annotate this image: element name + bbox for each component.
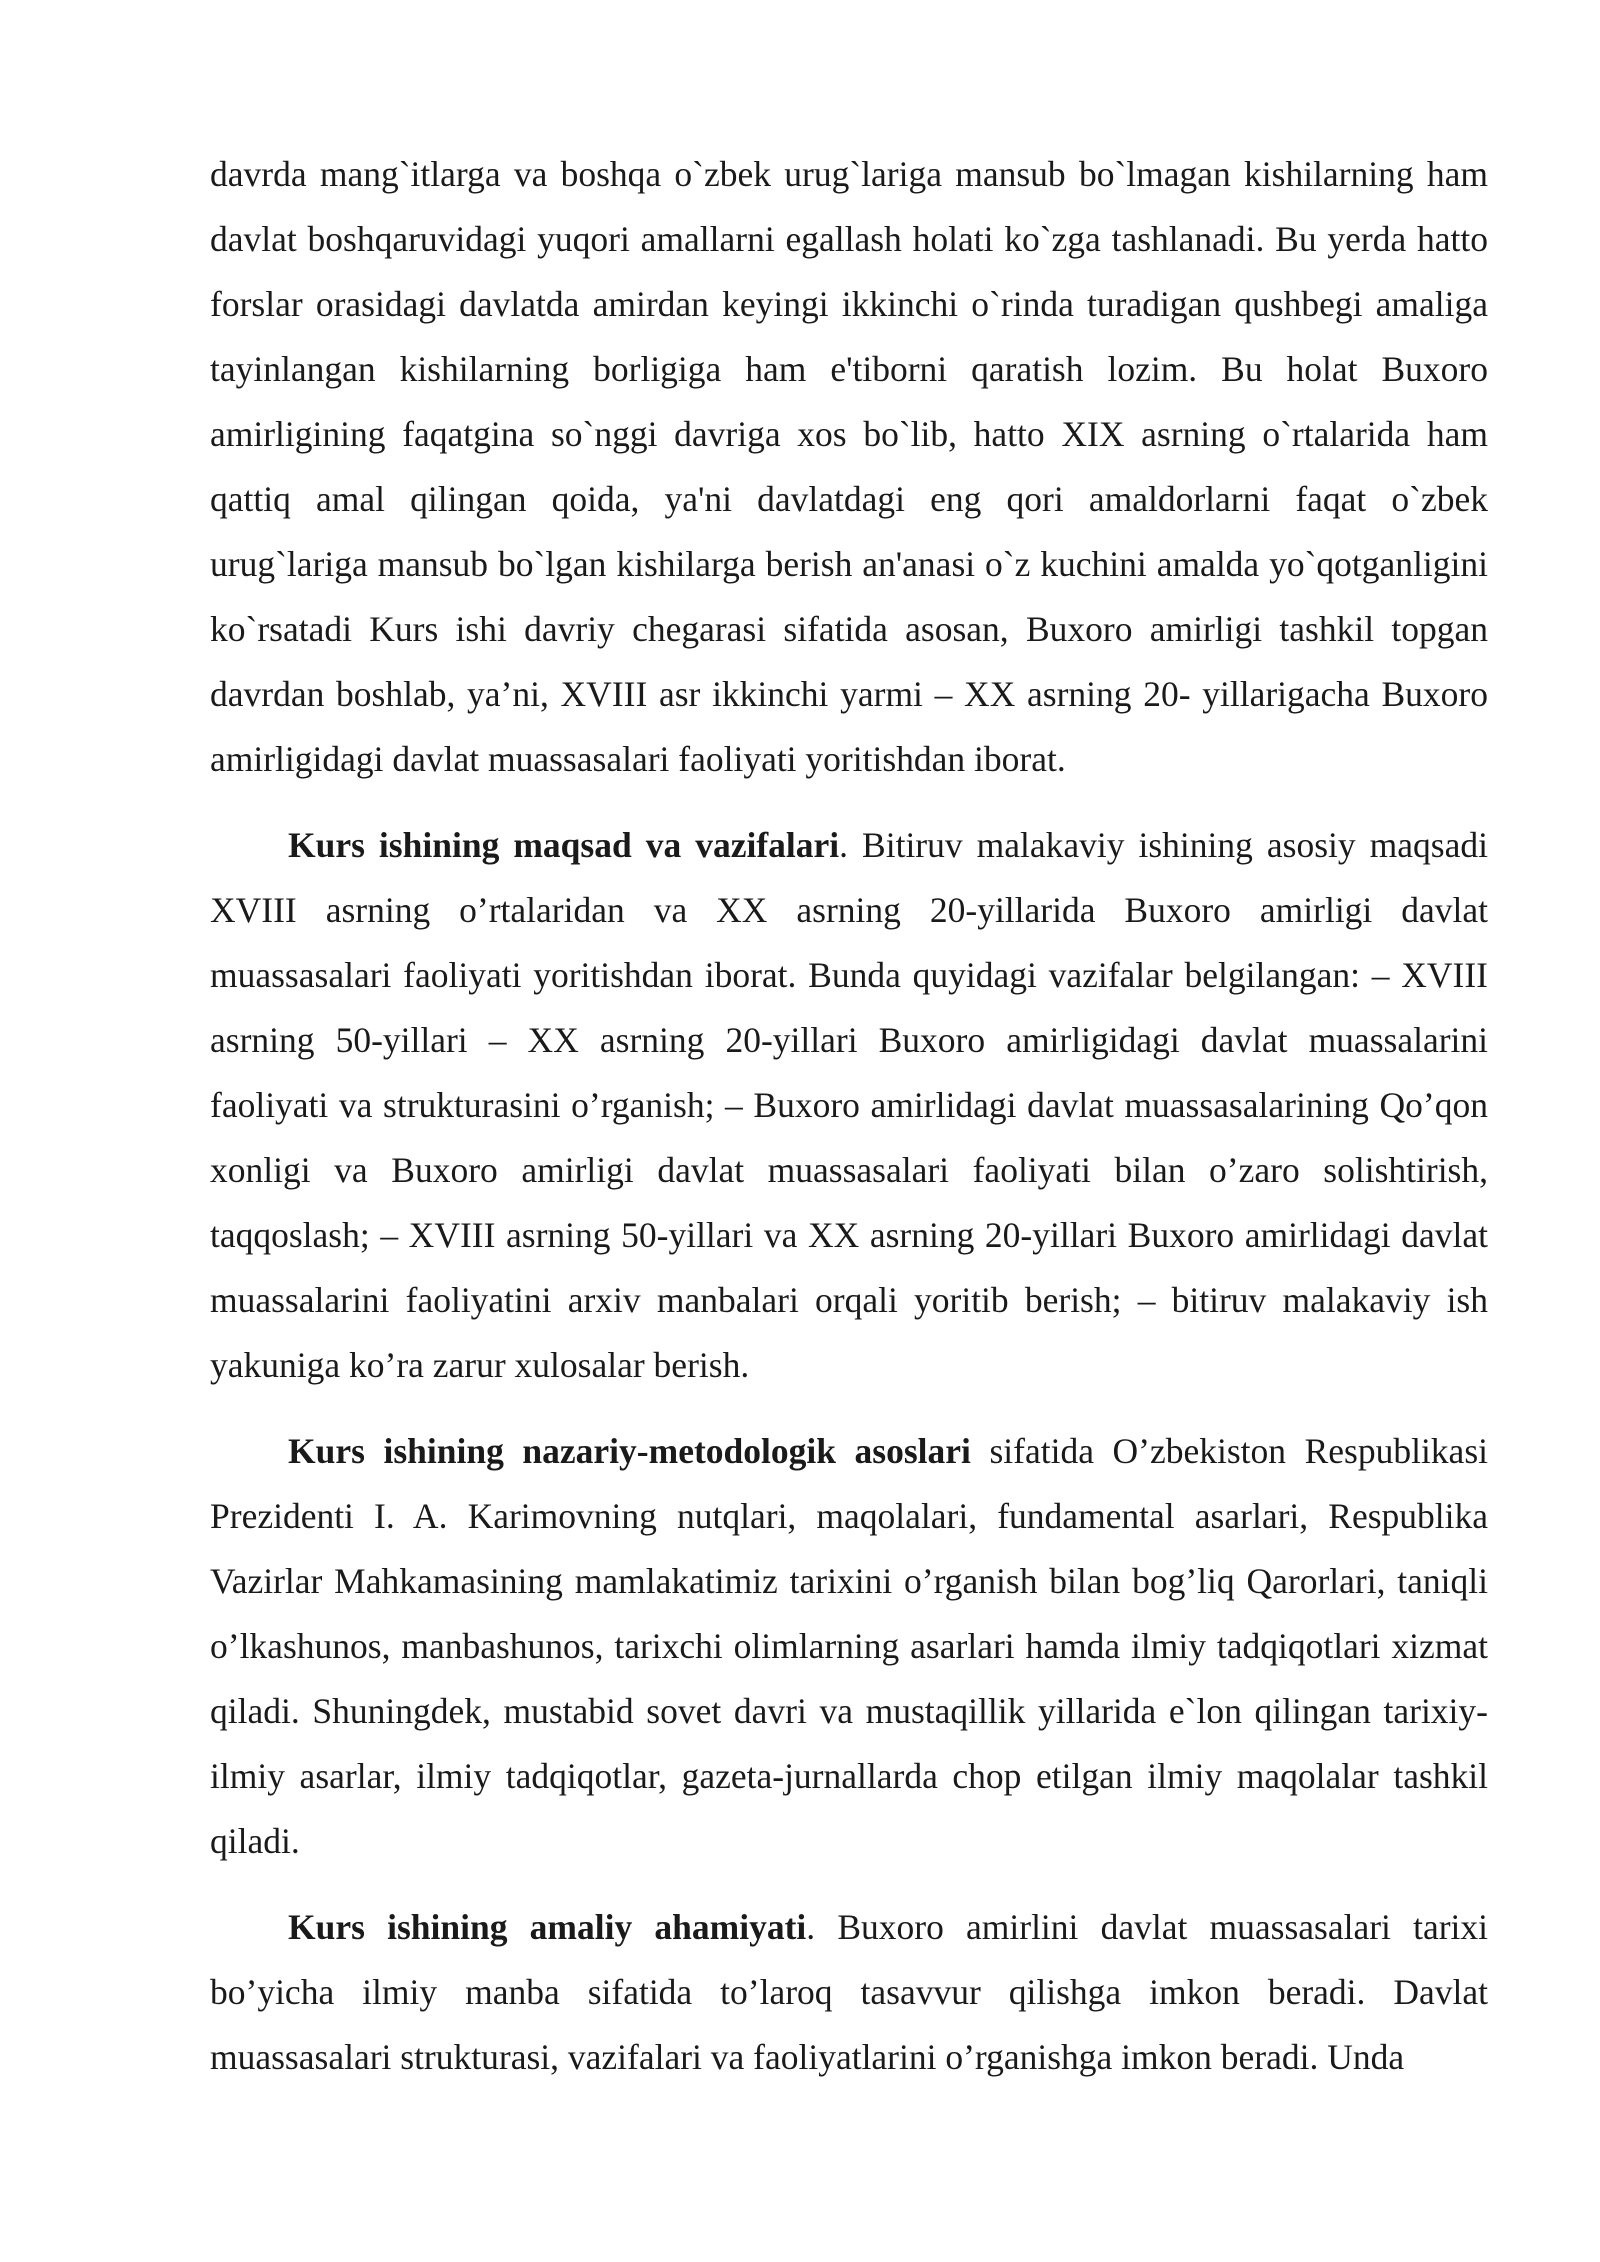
paragraph-heading: Kurs ishining amaliy ahamiyati xyxy=(288,1907,807,1947)
paragraph-practical-significance xyxy=(210,1895,1488,2090)
paragraph-text: . Bitiruv malakaviy ishining asosiy maqsadi XVIII asrning o’rtalaridan va XX asrning 20-yillarida Buxoro amirligi davlat muassasalari faoliyati yoritishdan iborat. Bunda quyidagi vazifalar belgilangan: – XVIII asrning 50-yillari – XX asrning 20-yillari Buxoro amirligidagi davlat muassalarini faoliyati va strukturasini o’rganish; – Buxoro amirlidagi davlat muassasalarining Qo’qon xonligi va Buxoro amirligi davlat muassasalari faoliyati bilan o’zaro solishtirish, taqqoslash; – XVIII asrning 50-yillari va XX asrning 20-yillari Buxoro amirlidagi davlat muassalarini faoliyatini arxiv manbalari orqali yoritib berish; – bitiruv malakaviy ish yakuniga ko’ra zarur xulosalar berish. xyxy=(210,825,1488,1385)
paragraph-heading: Kurs ishining nazariy-metodologik asoslari xyxy=(288,1431,971,1471)
paragraph-text: davrda mang`itlarga va boshqa o`zbek urug`lariga mansub bo`lmagan kishilarning ham davlat boshqaruvidagi yuqori amallarni egallash holati ko`zga tashlanadi. Bu yerda hatto forslar orasidagi davlatda amirdan keyingi ikkinchi o`rinda turadigan qushbegi amaliga tayinlangan kishilarning borligiga ham e'tiborni qaratish lozim. Bu holat Buxoro amirligining faqatgina so`nggi davriga xos bo`lib, hatto XIX asrning o`rtalarida ham qattiq amal qilingan qoida, ya'ni davlatdagi eng qori amaldorlarni faqat o`zbek urug`lariga mansub bo`lgan kishilarga berish an'anasi o`z kuchini amalda yo`qotganligini ko`rsatadi Kurs ishi davriy chegarasi sifatida asosan, Buxoro amirligi tashkil topgan davrdan boshlab, ya’ni, XVIII asr ikkinchi yarmi – XX asrning 20- yillarigacha Buxoro amirligidagi davlat muassasalari faoliyati yoritishdan iborat. xyxy=(210,154,1488,779)
paragraph-text: . Buxoro amirlini davlat muassasalari tarixi bo’yicha ilmiy manba sifatida to’laroq tasavvur qilishga imkon beradi. Davlat muassasalari strukturasi, vazifalari va faoliyatlarini o’rganishga imkon beradi. Unda xyxy=(210,1907,1488,2077)
paragraph-methodology xyxy=(210,1419,1488,1874)
paragraph-goals-and-tasks xyxy=(210,813,1488,1398)
document-page xyxy=(210,142,1488,2090)
paragraph-heading: Kurs ishining maqsad va vazifalari xyxy=(288,825,840,865)
paragraph-text: sifatida O’zbekiston Respublikasi Prezidenti I. A. Karimovning nutqlari, maqolalari, fundamental asarlari, Respublika Vazirlar Mahkamasining mamlakatimiz tarixini o’rganish bilan bog’liq Qarorlari, taniqli o’lkashunos, manbashunos, tarixchi olimlarning asarlari hamda ilmiy tadqiqotlari xizmat qiladi. Shuningdek, mustabid sovet davri va mustaqillik yillarida e`lon qilingan tarixiy-ilmiy asarlar, ilmiy tadqiqotlar, gazeta-jurnallarda chop etilgan ilmiy maqolalar tashkil qiladi. xyxy=(210,1431,1488,1861)
paragraph-intro-continuation xyxy=(210,142,1488,792)
